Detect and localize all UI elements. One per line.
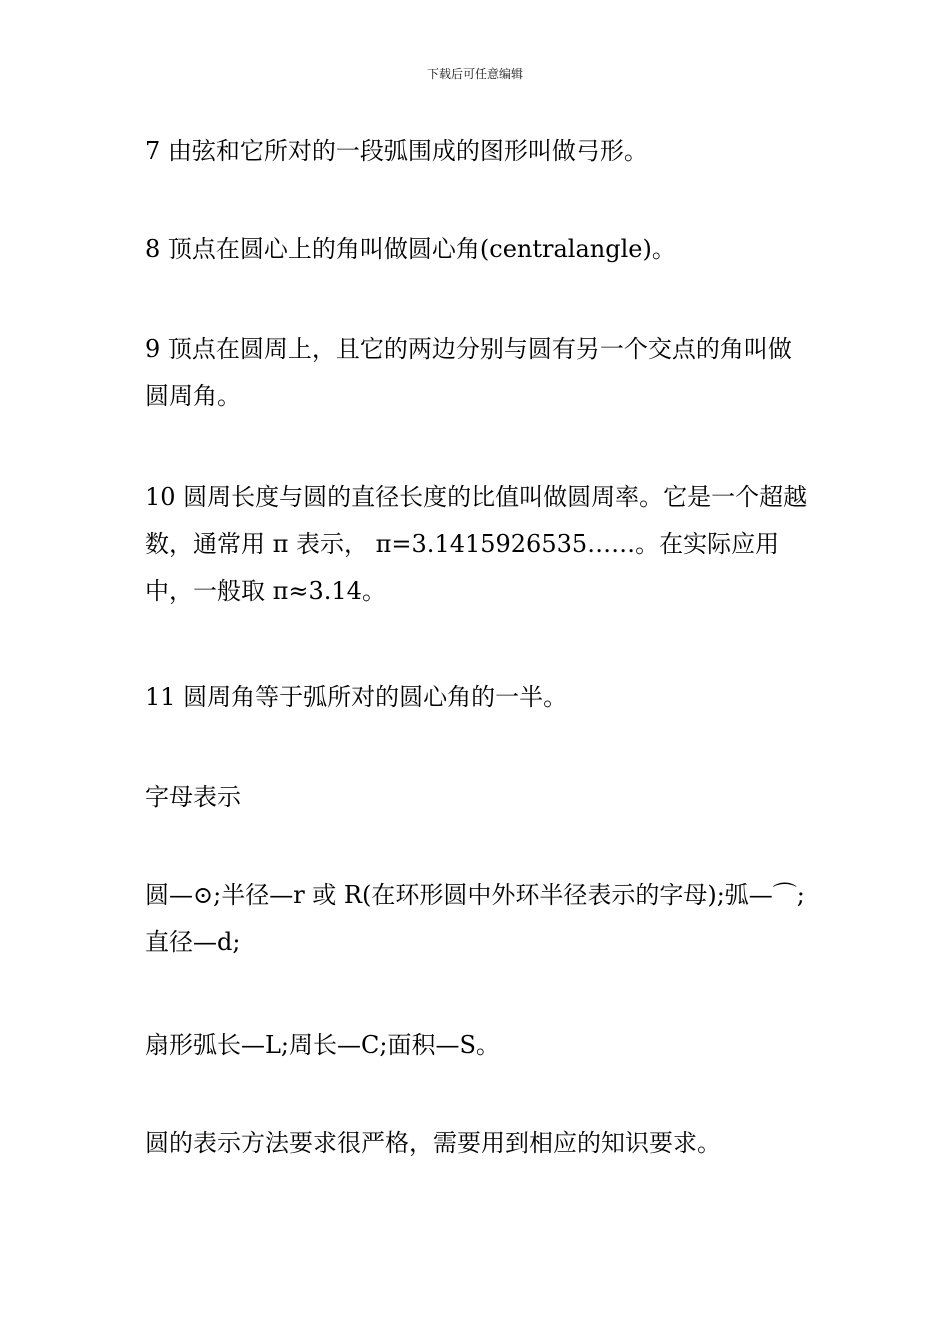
paragraph-sector-notation: 扇形弧长—L;周长—C;面积—S。 xyxy=(145,1031,500,1059)
paragraph-notation-requirements: 圆的表示方法要求很严格，需要用到相应的知识要求。 xyxy=(145,1129,721,1157)
paragraph-8-central-angle: 8 顶点在圆心上的角叫做圆心角(centralangle)。 xyxy=(145,235,676,263)
paragraph-notation-symbols: 圆—⊙;半径—r 或 R(在环形圆中外环半径表示的字母);弧—⌒;直径—d; xyxy=(145,881,805,956)
page-header-note: 下载后可任意编辑 xyxy=(426,67,523,81)
section-heading-letter-notation: 字母表示 xyxy=(145,783,241,811)
paragraph-7-bow-shape: 7 由弦和它所对的一段弧围成的图形叫做弓形。 xyxy=(145,137,648,165)
paragraph-9-inscribed-angle: 9 顶点在圆周上，且它的两边分别与圆有另一个交点的角叫做圆周角。 xyxy=(145,335,792,410)
paragraph-11-inscribed-angle-theorem: 11 圆周角等于弧所对的圆心角的一半。 xyxy=(145,683,568,711)
paragraph-10-pi: 10 圆周长度与圆的直径长度的比值叫做圆周率。它是一个超越数，通常用 π 表示， π=3.1415926535……。在实际应用中，一般取 π≈3.14。 xyxy=(145,483,808,605)
